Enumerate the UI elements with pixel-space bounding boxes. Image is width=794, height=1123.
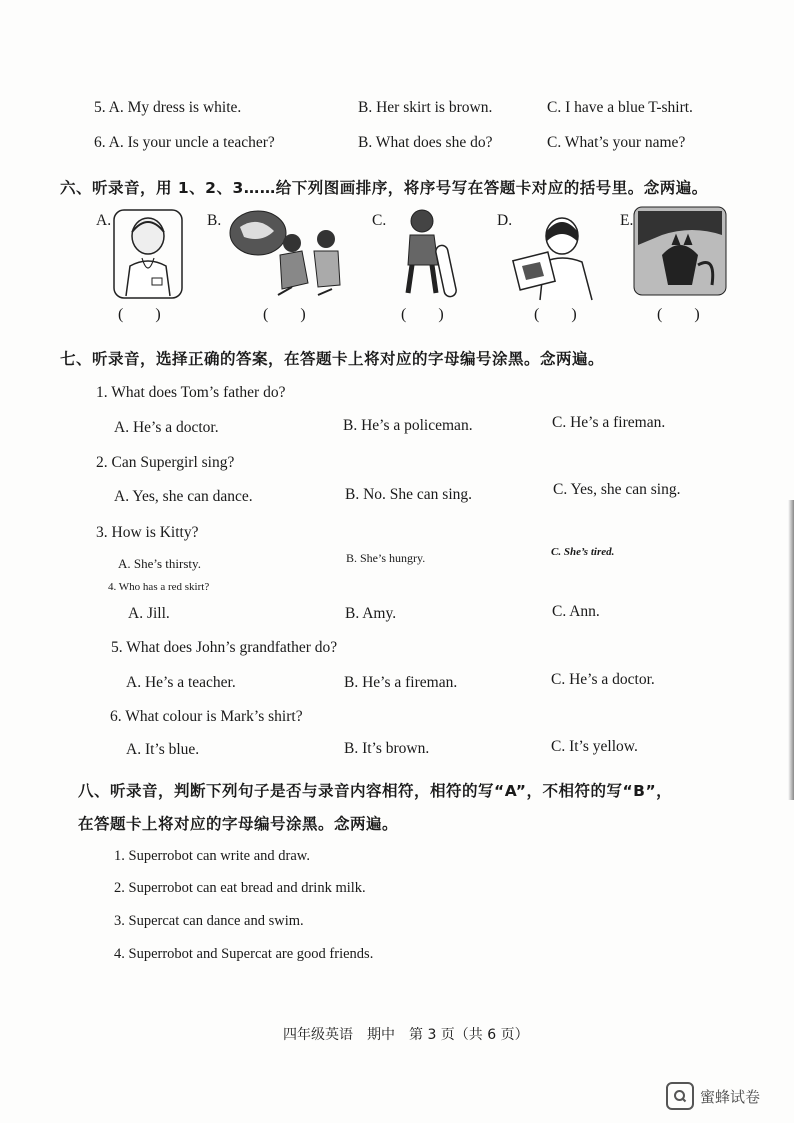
page-footer: 四年级英语 期中 第 3 页（共 6 页） bbox=[283, 1027, 529, 1043]
s7-q1-b: B. He’s a policeman. bbox=[343, 417, 473, 434]
s7-q3-a: A. She’s thirsty. bbox=[118, 556, 201, 571]
picture-e-paren[interactable]: ( ) bbox=[657, 306, 714, 323]
watermark-text: 蜜蜂试卷 bbox=[700, 1087, 761, 1106]
picture-c-paren[interactable]: ( ) bbox=[401, 306, 458, 323]
watermark bbox=[666, 1082, 760, 1110]
picture-d-paren[interactable]: ( ) bbox=[534, 306, 591, 323]
kids-globe-picture bbox=[222, 205, 352, 300]
s8-statement-3: 3. Supercat can dance and swim. bbox=[114, 913, 304, 929]
cat-scene-picture bbox=[632, 205, 728, 300]
s7-q1: 1. What does Tom’s father do? bbox=[96, 384, 286, 401]
q-logo-icon bbox=[666, 1082, 694, 1110]
s7-q1-a: A. He’s a doctor. bbox=[114, 419, 219, 436]
section8-title-line1: 八、听录音，判断下列句子是否与录音内容相符，相符的写“A”，不相符的写“B”， bbox=[78, 782, 673, 800]
s7-q2-b: B. No. She can sing. bbox=[345, 486, 473, 503]
s7-q2: 2. Can Supergirl sing? bbox=[96, 454, 235, 471]
picture-e-label: E. bbox=[620, 212, 634, 229]
q5-option-c: C. I have a blue T-shirt. bbox=[547, 99, 693, 116]
s7-q6: 6. What colour is Mark’s shirt? bbox=[110, 708, 303, 725]
s7-q2-a: A. Yes, she can dance. bbox=[114, 488, 253, 505]
s8-statement-4: 4. Superrobot and Supercat are good friends. bbox=[114, 946, 374, 962]
section8-title-line2: 在答题卡上将对应的字母编号涂黑。念两遍。 bbox=[78, 815, 399, 833]
q5-option-a: 5. A. My dress is white. bbox=[94, 99, 242, 116]
s7-q6-b: B. It’s brown. bbox=[344, 740, 430, 757]
section7-title: 七、听录音，选择正确的答案，在答题卡上将对应的字母编号涂黑。念两遍。 bbox=[60, 350, 605, 368]
s7-q6-c: C. It’s yellow. bbox=[551, 738, 638, 755]
section6-title: 六、听录音，用 1、2、3……给下列图画排序，将序号写在答题卡对应的括号里。念两遍。 bbox=[60, 179, 708, 197]
picture-b-paren[interactable]: ( ) bbox=[263, 306, 320, 323]
picture-a-paren[interactable]: ( ) bbox=[118, 306, 175, 323]
q6-option-a: 6. A. Is your uncle a teacher? bbox=[94, 134, 275, 151]
picture-b-label: B. bbox=[207, 212, 222, 229]
s7-q6-a: A. It’s blue. bbox=[126, 741, 200, 758]
s7-q3-b: B. She’s hungry. bbox=[346, 551, 426, 565]
q5-option-b: B. Her skirt is brown. bbox=[358, 99, 493, 116]
s7-q5: 5. What does John’s grandfather do? bbox=[111, 639, 338, 656]
s7-q5-b: B. He’s a fireman. bbox=[344, 674, 458, 691]
doctor-picture bbox=[112, 208, 184, 300]
picture-d-label: D. bbox=[497, 212, 513, 229]
boy-skateboard-picture bbox=[392, 205, 464, 300]
picture-c-label: C. bbox=[372, 212, 387, 229]
s8-statement-1: 1. Superrobot can write and draw. bbox=[114, 848, 310, 864]
s7-q1-c: C. He’s a fireman. bbox=[552, 414, 666, 431]
scan-edge-shadow bbox=[788, 500, 794, 800]
s7-q4-b: B. Amy. bbox=[345, 605, 397, 622]
s7-q3-c: C. She’s tired. bbox=[551, 546, 615, 558]
s7-q5-c: C. He’s a doctor. bbox=[551, 671, 655, 688]
s7-q4: 4. Who has a red skirt? bbox=[108, 581, 210, 593]
s7-q2-c: C. Yes, she can sing. bbox=[553, 481, 681, 498]
s7-q4-c: C. Ann. bbox=[552, 603, 600, 620]
picture-a-label: A. bbox=[96, 212, 112, 229]
woman-photo-picture bbox=[510, 212, 605, 302]
q6-option-b: B. What does she do? bbox=[358, 134, 493, 151]
s8-statement-2: 2. Superrobot can eat bread and drink milk. bbox=[114, 880, 366, 896]
q6-option-c: C. What’s your name? bbox=[547, 134, 686, 151]
s7-q5-a: A. He’s a teacher. bbox=[126, 674, 236, 691]
s7-q3: 3. How is Kitty? bbox=[96, 524, 199, 541]
s7-q4-a: A. Jill. bbox=[128, 605, 170, 622]
